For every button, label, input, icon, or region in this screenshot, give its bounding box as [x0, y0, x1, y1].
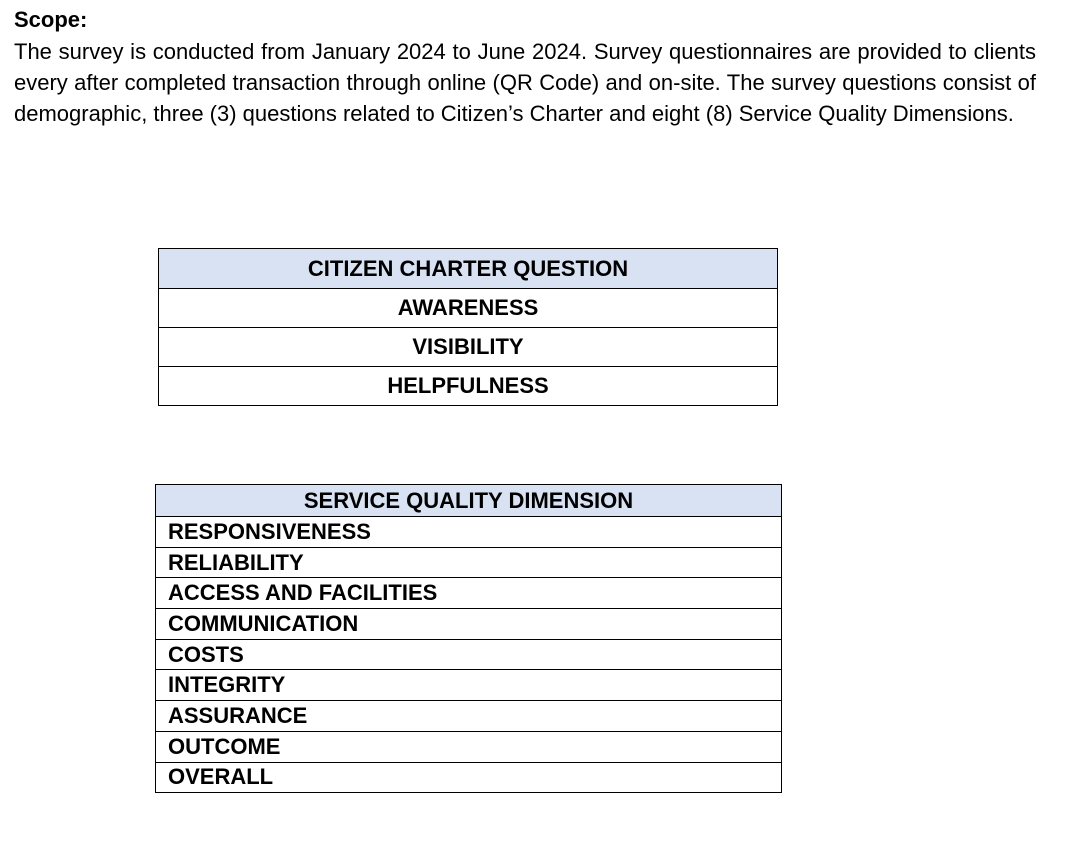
sq-row-overall: OVERALL	[156, 762, 782, 793]
service-quality-table	[155, 484, 782, 793]
table-row	[156, 578, 782, 609]
service-quality-header: SERVICE QUALITY DIMENSION	[156, 485, 782, 517]
table-row	[159, 367, 778, 406]
sq-row-communication: COMMUNICATION	[156, 609, 782, 640]
table-row	[156, 701, 782, 732]
table-row	[156, 547, 782, 578]
scope-heading: Scope:	[14, 7, 88, 32]
table-header-row	[156, 485, 782, 517]
table-row	[156, 731, 782, 762]
cc-row-visibility: VISIBILITY	[159, 328, 778, 367]
table-row	[156, 517, 782, 548]
sq-row-access-and-facilities: ACCESS AND FACILITIES	[156, 578, 782, 609]
sq-row-outcome: OUTCOME	[156, 731, 782, 762]
cc-row-helpfulness: HELPFULNESS	[159, 367, 778, 406]
sq-row-costs: COSTS	[156, 639, 782, 670]
citizen-charter-header: CITIZEN CHARTER QUESTION	[159, 249, 778, 289]
table-row	[156, 762, 782, 793]
table-row	[159, 328, 778, 367]
table-row	[156, 609, 782, 640]
table-row	[156, 639, 782, 670]
table-header-row	[159, 249, 778, 289]
scope-paragraph: The survey is conducted from January 2024 to June 2024. Survey questionnaires are provided to clients every after completed transaction through online (QR Code) and on-site. The survey questions consist of demographic, three (3) questions related to Citizen’s Charter and eight (8) Service Quality Dimensions.	[14, 39, 1036, 126]
sq-row-assurance: ASSURANCE	[156, 701, 782, 732]
cc-row-awareness: AWARENESS	[159, 289, 778, 328]
table-row	[156, 670, 782, 701]
sq-row-reliability: RELIABILITY	[156, 547, 782, 578]
table-row	[159, 289, 778, 328]
sq-row-integrity: INTEGRITY	[156, 670, 782, 701]
citizen-charter-table	[158, 248, 778, 406]
sq-row-responsiveness: RESPONSIVENESS	[156, 517, 782, 548]
